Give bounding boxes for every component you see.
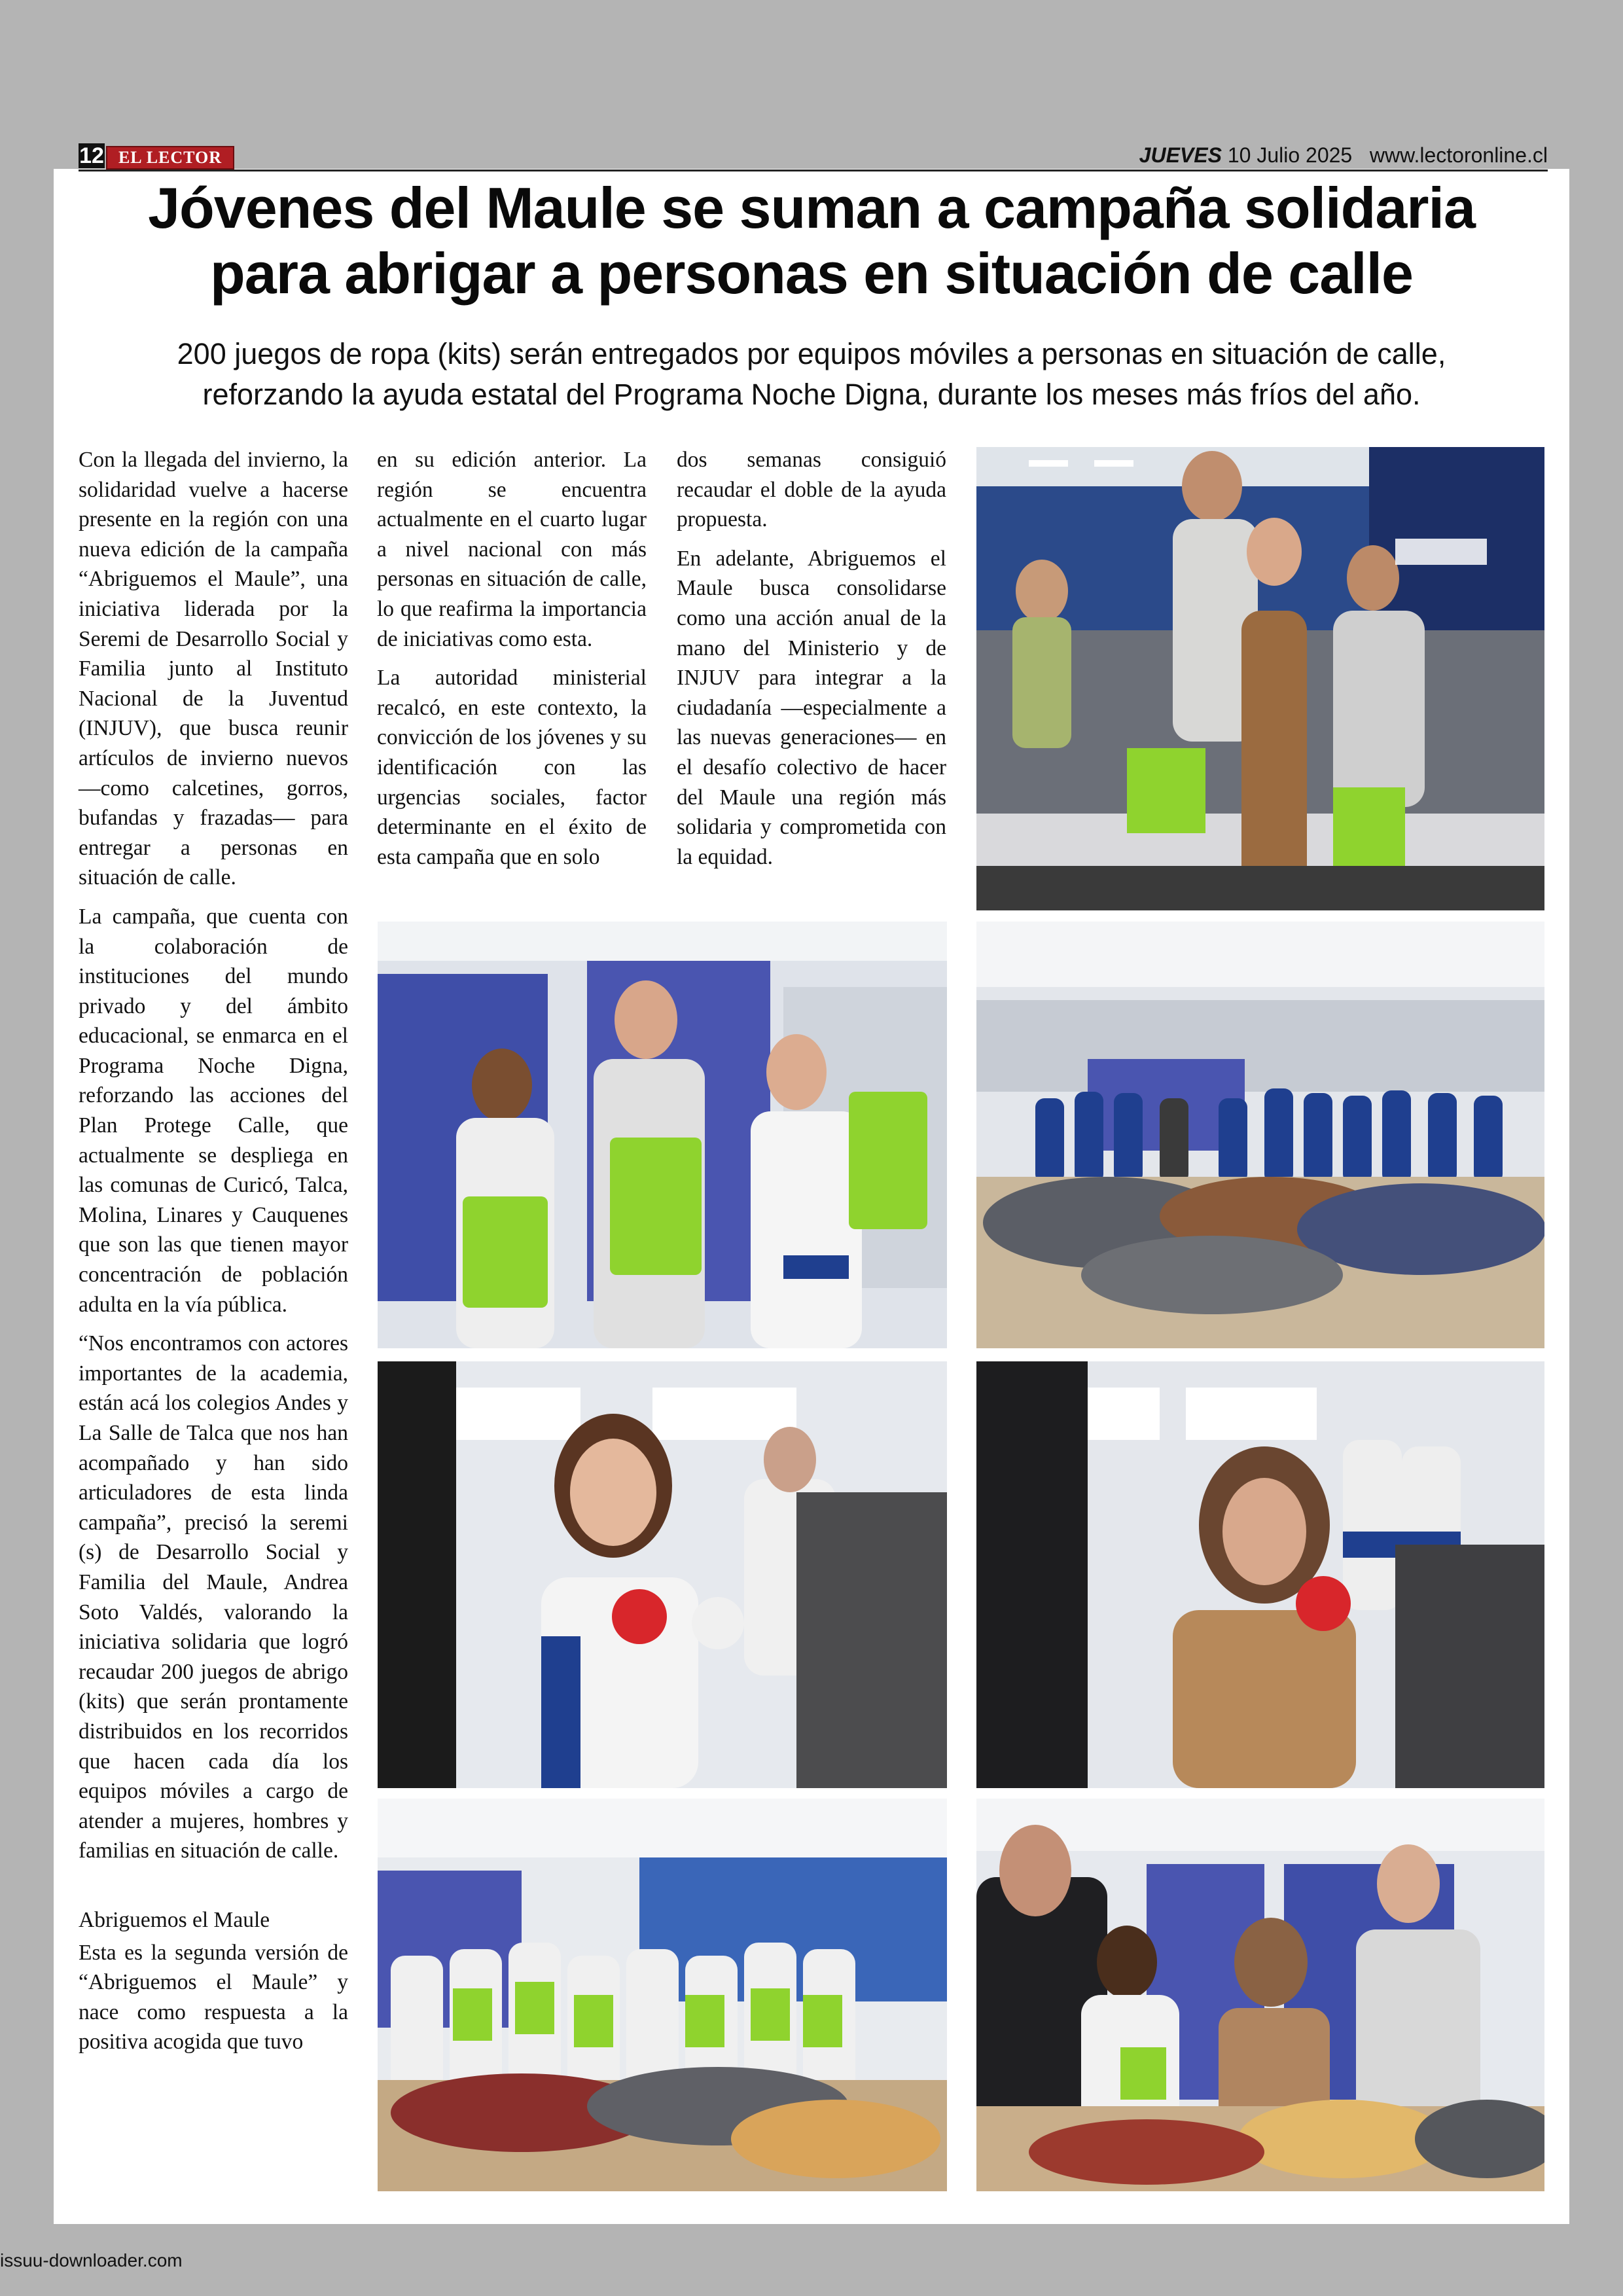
headline-line-1: Jóvenes del Maule se suman a campaña solidaria bbox=[148, 175, 1475, 240]
article-paragraph: La campaña, que cuenta con la colaboración de instituciones del mundo privado y del ámbito educacional, se enmarca en el Programa Noche Digna, reforzando las acciones del Plan Protege Calle, que actualmente se despliega en las comunas de Curicó, Talca, Molina, Linares y Cauquenes que son las que tienen mayor concentración de población adulta en la vía pública. bbox=[79, 904, 348, 1317]
subheadline-line-2: reforzando la ayuda estatal del Programa Noche Digna, durante los meses más fríos del año. bbox=[202, 378, 1421, 411]
article-column-2 bbox=[377, 445, 647, 881]
article-paragraph: Con la llegada del invierno, la solidaridad vuelve a hacerse presente en la región con una nueva edición de la campaña “Abriguemos el Maule”, una iniciativa liderada por la Seremi de Desarrollo Social y Familia junto al Instituto Nacional de la Juventud (INJUV), que busca reunir artículos de invierno nuevos —como calcetines, gorros, bufandas y frazadas— para entregar a personas en situación de calle. bbox=[79, 448, 348, 890]
page-header bbox=[79, 141, 1548, 171]
header-date: 10 Julio 2025 bbox=[1227, 143, 1353, 167]
headline-line-2: para abrigar a personas en situación de calle bbox=[210, 241, 1413, 306]
header-dateline bbox=[1139, 142, 1548, 168]
headline bbox=[92, 175, 1531, 306]
article-column-3 bbox=[677, 445, 946, 881]
header-website[interactable]: www.lectoronline.cl bbox=[1369, 143, 1548, 167]
header-day: JUEVES bbox=[1139, 143, 1222, 167]
article-paragraph: Esta es la segunda versión de “Abriguemos el Maule” y nace como respuesta a la positiva acogida que tuvo bbox=[79, 1940, 348, 2054]
article-subtitle: Abriguemos el Maule bbox=[79, 1907, 270, 1932]
article-paragraph: “Nos encontramos con actores importantes de la academia, están acá los colegios Andes y La Salle de Talca que nos han acompañado y han sido articuladores de esta linda campaña”, precisó la seremi (s) de Desarrollo Social y Familia del Maule, Andrea Soto Valdés, valorando la iniciativa solidaria que logró recaudar 200 juegos de abrigo (kits) que serán prontamente distribuidos en los recorridos que hacen cada día los equipos móviles a cargo de atender a mujeres, hombres y familias en situación de calle. bbox=[79, 1331, 348, 1863]
photo-sorting-clothes bbox=[976, 1799, 1544, 2191]
subheadline bbox=[98, 334, 1525, 415]
article-paragraph: La autoridad ministerial recalcó, en este contexto, la convicción de los jóvenes y su identificación con las urgencias sociales, factor determinante en el éxito de esta campaña que en solo bbox=[377, 666, 647, 869]
footer-watermark[interactable]: issuu-downloader.com bbox=[0, 2250, 183, 2270]
article-column-1 bbox=[79, 445, 348, 2066]
photo-students-behind-donations bbox=[378, 1799, 947, 2191]
photo-seremi-tv-interview bbox=[976, 1361, 1544, 1788]
photo-students-with-backpacks bbox=[378, 922, 947, 1348]
photo-youth-with-seremi bbox=[976, 447, 1544, 910]
article-paragraph: en su edición anterior. La región se encuentra actualmente en el cuarto lugar a nivel nacional con más personas en situación de calle, lo que reafirma la importancia de iniciativas como esta. bbox=[377, 448, 647, 651]
masthead-logo: EL LECTOR bbox=[106, 146, 234, 170]
article-paragraph: dos semanas consiguió recaudar el doble de la ayuda propuesta. bbox=[677, 448, 946, 532]
photo-group-with-donations bbox=[976, 922, 1544, 1348]
subheadline-line-1: 200 juegos de ropa (kits) serán entregados por equipos móviles a personas en situación de calle, bbox=[177, 337, 1446, 370]
page-number: 12 bbox=[79, 143, 104, 168]
photo-student-tv-interview bbox=[378, 1361, 947, 1788]
article-paragraph: En adelante, Abriguemos el Maule busca consolidarse como una acción anual de la mano del Ministerio y de INJUV para integrar a la ciudadanía —especialmente a las nuevas generaciones— en el desafío colectivo de hacer del Maule una región más solidaria y comprometida con la equidad. bbox=[677, 546, 946, 869]
